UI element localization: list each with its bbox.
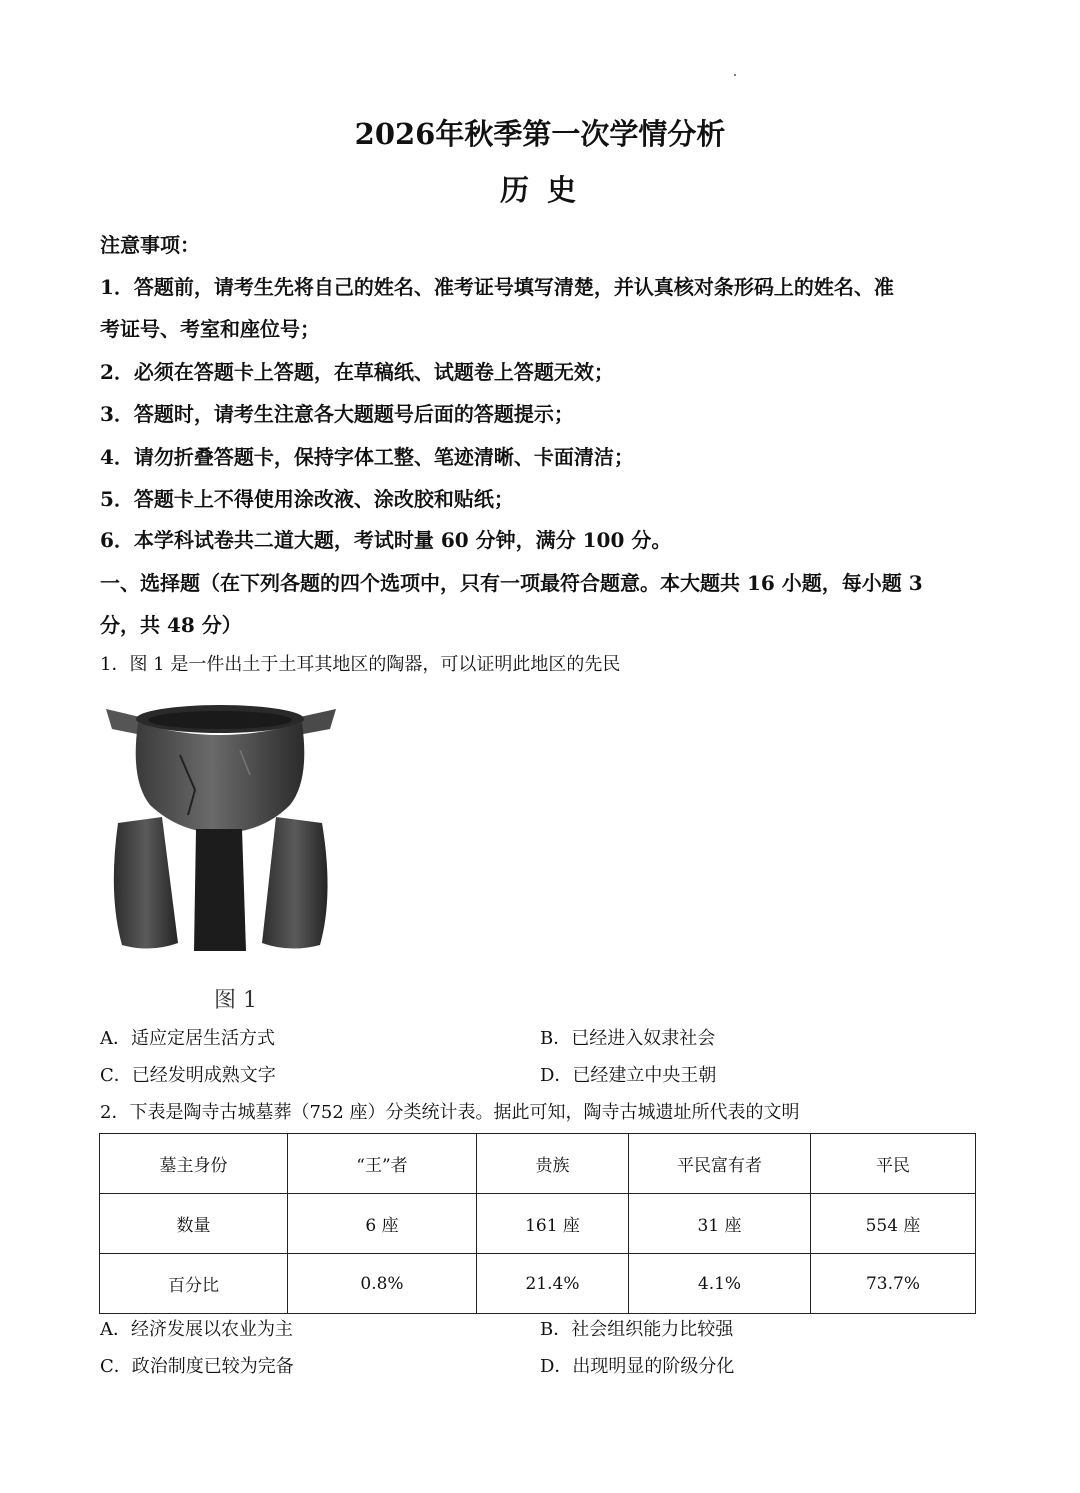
table-header-cell: 平民富有者 [629,1134,811,1194]
q2-option-b[interactable]: B．社会组织能力比较强 [540,1319,734,1340]
table-cell: 数量 [100,1194,288,1254]
table-cell: 百分比 [100,1254,288,1314]
notice-item-2: 2．必须在答题卡上答题，在草稿纸、试题卷上答题无效； [100,360,614,384]
q2-stem: 2．下表是陶寺古城墓葬（752 座）分类统计表。据此可知，陶寺古城遗址所代表的文明 [100,1102,800,1123]
table-header-cell: 墓主身份 [100,1134,288,1194]
q2-option-c[interactable]: C．政治制度已较为完备 [100,1356,294,1377]
notice-item-6: 6．本学科试卷共二道大题，考试时量 60 分钟，满分 100 分。 [100,528,672,552]
notice-item-5: 5．答题卡上不得使用涂改液、涂改胶和贴纸； [100,487,514,511]
table-cell: 161 座 [477,1194,629,1254]
table-row [100,1254,976,1314]
figure-caption: 图 1 [214,988,257,1013]
q1-option-c[interactable]: C．已经发明成熟文字 [100,1065,276,1086]
table-header-cell: 贵族 [477,1134,629,1194]
table-row [100,1194,976,1254]
q1-stem: 1．图 1 是一件出土于土耳其地区的陶器，可以证明此地区的先民 [100,654,621,675]
table-cell: 0.8% [288,1254,477,1314]
table-header-cell: 平民 [811,1134,976,1194]
table-cell: 21.4% [477,1254,629,1314]
q1-option-b[interactable]: B．已经进入奴隶社会 [540,1028,716,1049]
q1-option-d[interactable]: D．已经建立中央王朝 [540,1065,717,1086]
subject-title: 历 史 [499,173,581,207]
notice-item-4: 4．请勿折叠答题卡，保持字体工整、笔迹清晰、卡面清洁； [100,445,634,469]
section-heading-line2: 分，共 48 分） [100,613,242,637]
exam-title: 2026年秋季第一次学情分析 [354,117,726,151]
table-cell: 6 座 [288,1194,477,1254]
q2-option-a[interactable]: A．经济发展以农业为主 [100,1319,293,1340]
q2-option-d[interactable]: D．出现明显的阶级分化 [540,1356,735,1377]
tomb-statistics-table [99,1133,976,1314]
table-header-cell: “王”者 [288,1134,477,1194]
q1-option-a[interactable]: A．适应定居生活方式 [100,1028,275,1049]
table-cell: 31 座 [629,1194,811,1254]
notice-item-3: 3．答题时，请考生注意各大题题号后面的答题提示； [100,402,574,426]
scan-speck [734,74,736,76]
notice-item-1-cont: 考证号、考室和座位号； [100,317,320,341]
table-cell: 554 座 [811,1194,976,1254]
table-cell: 73.7% [811,1254,976,1314]
table-cell: 4.1% [629,1254,811,1314]
pottery-figure [100,695,340,960]
section-heading-line1: 一、选择题（在下列各题的四个选项中，只有一项最符合题意。本大题共 16 小题，每小题 3 [100,571,923,595]
notice-item-1: 1．答题前，请考生先将自己的姓名、准考证号填写清楚，并认真核对条形码上的姓名、准 [100,275,894,299]
notice-heading: 注意事项： [100,233,200,257]
table-header-row [100,1134,976,1194]
